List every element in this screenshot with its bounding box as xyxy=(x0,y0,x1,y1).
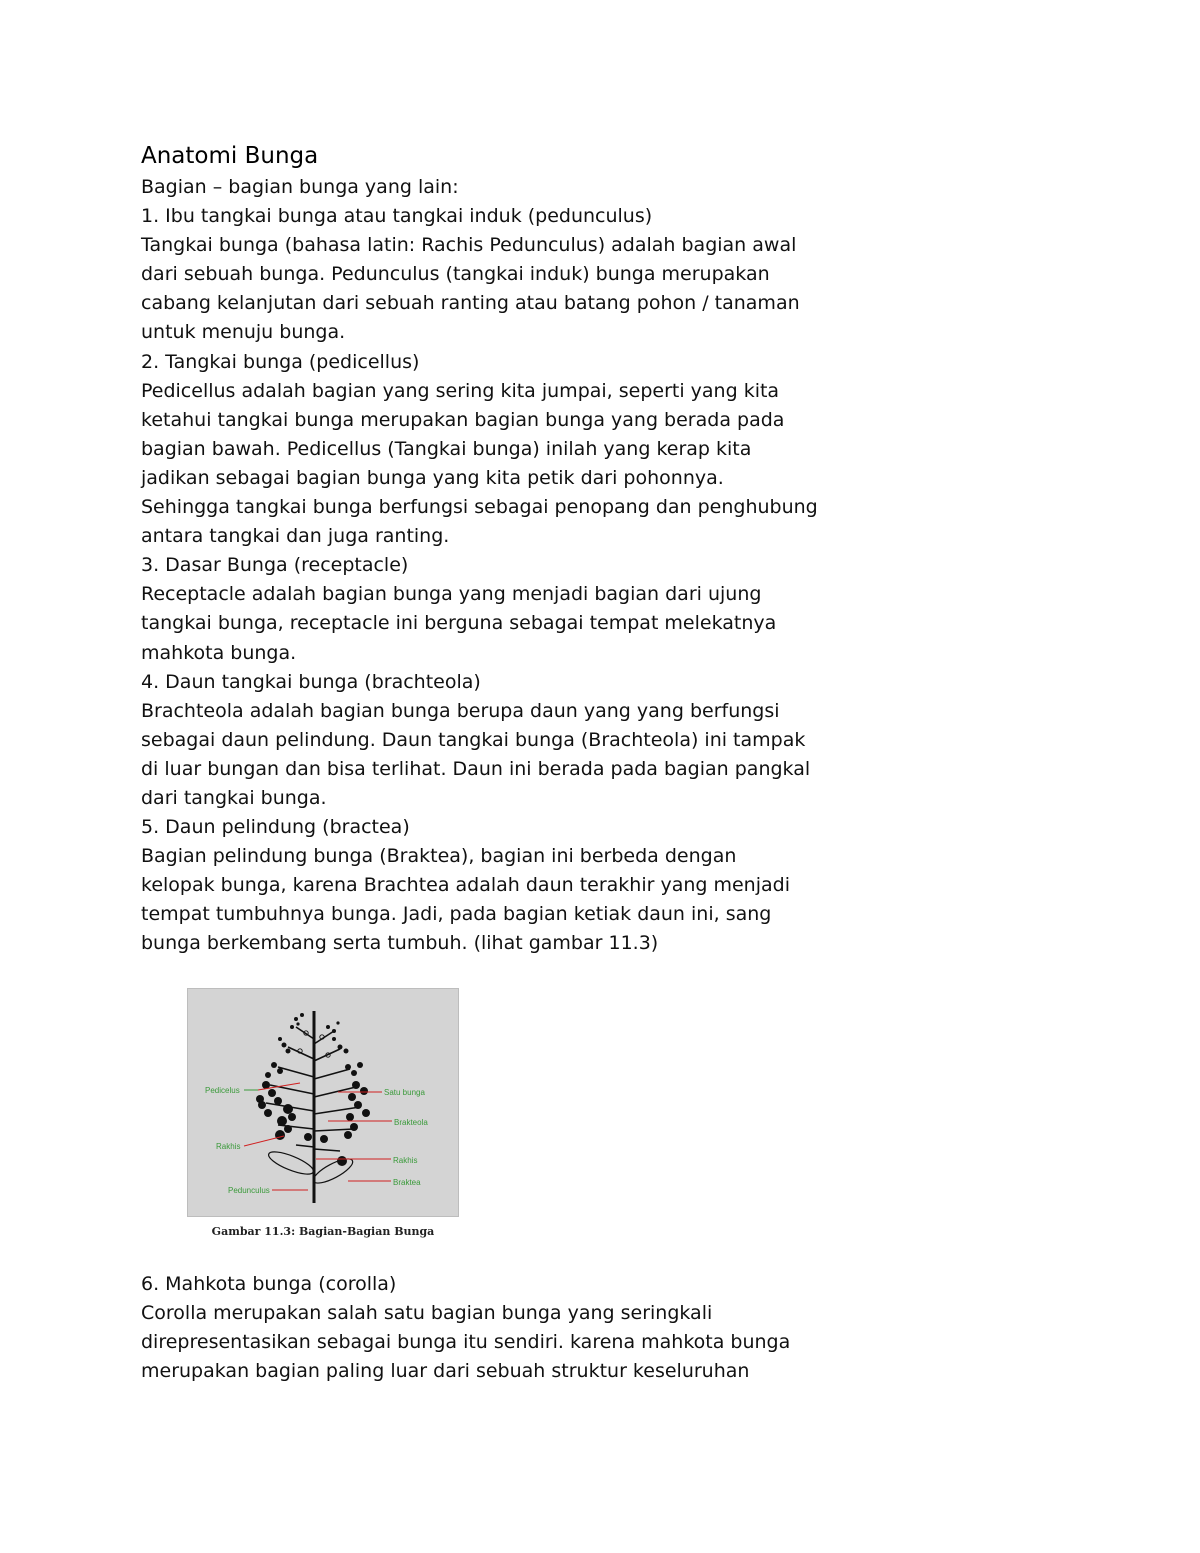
label-rakhis-right: Rakhis xyxy=(393,1156,418,1165)
flower-bud xyxy=(344,1049,349,1054)
flower-bud xyxy=(345,1064,351,1070)
flower-bud xyxy=(326,1025,330,1029)
flower-bud xyxy=(288,1113,296,1121)
text-line: tangkai bunga, receptacle ini berguna sebagai tempat melekatnya xyxy=(141,612,777,635)
flower-bud xyxy=(337,1156,347,1166)
text-line: mahkota bunga. xyxy=(141,641,297,664)
flower-bud xyxy=(274,1097,282,1105)
branch xyxy=(314,1069,350,1079)
label-satu-bunga: Satu bunga xyxy=(384,1088,425,1097)
branch xyxy=(314,1107,360,1114)
text-line: Brachteola adalah bagian bunga berupa daun yang yang berfungsi xyxy=(141,699,780,722)
flower-bud xyxy=(336,1021,339,1024)
plant-illustration xyxy=(256,1011,370,1203)
text-line: 3. Dasar Bunga (receptacle) xyxy=(141,554,409,577)
flower-bud xyxy=(354,1101,362,1109)
branch xyxy=(314,1049,340,1061)
flower-bud xyxy=(320,1135,328,1143)
flower-bud xyxy=(277,1068,283,1074)
text-line: 1. Ibu tangkai bunga atau tangkai induk (pedunculus) xyxy=(141,205,653,228)
label-pedunculus: Pedunculus xyxy=(228,1186,270,1195)
text-line: dari sebuah bunga. Pedunculus (tangkai induk) bunga merupakan xyxy=(141,263,770,286)
body-text-after-figure xyxy=(141,1270,941,1386)
flower-bud xyxy=(277,1116,287,1126)
flower-bud xyxy=(332,1037,336,1041)
text-line: Sehingga tangkai bunga berfungsi sebagai penopang dan penghubung xyxy=(141,496,818,519)
text-line: Pedicellus adalah bagian yang sering kita jumpai, seperti yang kita xyxy=(141,379,780,402)
text-line: cabang kelanjutan dari sebuah ranting atau batang pohon / tanaman xyxy=(141,292,800,315)
flower-parts-figure xyxy=(187,988,459,1217)
text-line: Corolla merupakan salah satu bagian bunga yang seringkali xyxy=(141,1302,713,1325)
flower-bud xyxy=(350,1123,358,1131)
flower-bud xyxy=(275,1130,285,1140)
text-line: di luar bungan dan bisa terlihat. Daun ini berada pada bagian pangkal xyxy=(141,757,811,780)
flower-bud xyxy=(264,1109,272,1117)
text-line: 5. Daun pelindung (bractea) xyxy=(141,816,410,839)
text-line: Receptacle adalah bagian bunga yang menjadi bagian dari ujung xyxy=(141,583,762,606)
text-line: kelopak bunga, karena Brachtea adalah daun terakhir yang menjadi xyxy=(141,874,790,897)
flower-bud xyxy=(283,1104,293,1114)
flower-bud xyxy=(300,1013,304,1017)
text-line: Tangkai bunga (bahasa latin: Rachis Pedunculus) adalah bagian awal xyxy=(141,234,797,257)
label-rakhis-left: Rakhis xyxy=(216,1142,241,1151)
text-line: jadikan sebagai bagian bunga yang kita petik dari pohonnya. xyxy=(141,466,724,489)
text-line: direpresentasikan sebagai bunga itu sendiri. karena mahkota bunga xyxy=(141,1331,791,1354)
text-line: untuk menuju bunga. xyxy=(141,321,346,344)
flower-bud xyxy=(282,1043,287,1048)
flower-bud xyxy=(286,1049,291,1054)
flower-bud xyxy=(278,1037,282,1041)
flower-bud xyxy=(265,1072,271,1078)
text-line: Bagian – bagian bunga yang lain: xyxy=(141,176,459,198)
flower-bud xyxy=(304,1133,312,1141)
flower-bud xyxy=(362,1109,370,1117)
label-braktea: Braktea xyxy=(393,1178,421,1187)
flower-bud xyxy=(344,1131,352,1139)
flower-bud xyxy=(351,1070,357,1076)
label-pedicelus: Pedicelus xyxy=(205,1086,240,1095)
flower-bud xyxy=(338,1045,343,1050)
flower-bud xyxy=(332,1029,336,1033)
label-brakteola: Brakteola xyxy=(394,1118,428,1127)
flower-bud xyxy=(284,1125,292,1133)
text-line: merupakan bagian paling luar dari sebuah struktur keseluruhan xyxy=(141,1360,750,1383)
flower-bud xyxy=(346,1113,354,1121)
flower-bud xyxy=(271,1062,277,1068)
branch xyxy=(278,1067,314,1077)
flower-bud xyxy=(360,1087,368,1095)
text-line: Bagian pelindung bunga (Braktea), bagian ini berbeda dengan xyxy=(141,845,737,868)
figure-caption: Gambar 11.3: Bagian-Bagian Bunga xyxy=(211,1225,435,1238)
text-line: ketahui tangkai bunga merupakan bagian bunga yang berada pada xyxy=(141,408,785,431)
flower-diagram xyxy=(188,989,460,1218)
branch xyxy=(314,1149,340,1151)
text-line: 2. Tangkai bunga (pedicellus) xyxy=(141,350,420,373)
flower-bud xyxy=(294,1017,298,1021)
text-line: tempat tumbuhnya bunga. Jadi, pada bagian ketiak daun ini, sang xyxy=(141,903,772,926)
text-line: bagian bawah. Pedicellus (Tangkai bunga) inilah yang kerap kita xyxy=(141,437,752,460)
text-line: 6. Mahkota bunga (corolla) xyxy=(141,1273,397,1295)
flower-bud xyxy=(268,1089,276,1097)
text-line: bunga berkembang serta tumbuh. (lihat gambar 11.3) xyxy=(141,932,659,955)
flower-bud xyxy=(348,1093,356,1101)
text-line: dari tangkai bunga. xyxy=(141,786,327,809)
flower-bud xyxy=(258,1101,266,1109)
body-text-before-figure xyxy=(141,173,941,959)
document-title: Anatomi Bunga xyxy=(141,143,319,169)
flower-bud xyxy=(352,1081,360,1089)
branch xyxy=(270,1085,314,1094)
flower-bud xyxy=(296,1022,299,1025)
text-line: sebagai daun pelindung. Daun tangkai bunga (Brachteola) ini tampak xyxy=(141,728,806,751)
branch xyxy=(314,1129,354,1131)
flower-bud xyxy=(357,1062,363,1068)
branch xyxy=(296,1145,314,1147)
text-line: 4. Daun tangkai bunga (brachteola) xyxy=(141,670,481,693)
leaf-left xyxy=(266,1148,316,1179)
flower-bud xyxy=(290,1025,294,1029)
text-line: antara tangkai dan juga ranting. xyxy=(141,525,450,548)
branch xyxy=(296,1027,314,1039)
label-pointers xyxy=(244,1083,392,1190)
pointer-rakhis-left xyxy=(244,1136,284,1146)
